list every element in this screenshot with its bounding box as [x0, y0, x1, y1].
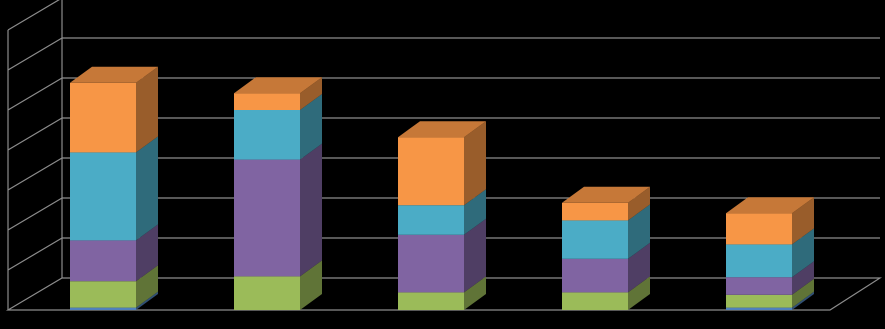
bar-segment-series-2	[234, 160, 300, 277]
bar-segment-series-1	[70, 281, 136, 307]
bar-segment-series-3	[398, 205, 464, 235]
bar-stack	[70, 67, 158, 310]
bar-segment-series-1	[234, 276, 300, 310]
bar-segment-series-1	[398, 292, 464, 310]
bar-segment-series-4	[70, 83, 136, 153]
gridline-side	[8, 118, 62, 150]
bar-segment-series-1	[726, 295, 792, 308]
gridline-side	[8, 0, 62, 30]
bar-stack	[562, 187, 650, 310]
bar-stack	[726, 197, 814, 310]
bar-segment-series-4	[726, 213, 792, 244]
gridline-side	[8, 238, 62, 270]
gridline-side	[8, 78, 62, 110]
bar-stack	[234, 77, 322, 310]
bar-segment-series-2	[398, 235, 464, 293]
bar-segment-series-2	[562, 259, 628, 293]
bar-side-series-3	[136, 136, 158, 240]
bar-segment-series-3	[562, 220, 628, 258]
bar-segment-series-3	[726, 244, 792, 277]
bar-segment-series-2	[70, 240, 136, 281]
bar-segment-series-3	[70, 152, 136, 240]
bar-segment-series-3	[234, 110, 300, 160]
chart-bars	[70, 67, 814, 310]
bar-segment-series-4	[398, 137, 464, 205]
gridline-side	[8, 158, 62, 190]
bar-segment-series-0	[726, 308, 792, 310]
bar-segment-series-0	[70, 308, 136, 310]
bar-segment-series-1	[562, 292, 628, 310]
bar-side-series-2	[300, 144, 322, 277]
bar-segment-series-4	[562, 203, 628, 221]
gridline-side	[8, 38, 62, 70]
bar-segment-series-4	[234, 93, 300, 110]
bar-segment-series-2	[726, 277, 792, 295]
gridline-side	[8, 198, 62, 230]
bar-stack	[398, 121, 486, 310]
